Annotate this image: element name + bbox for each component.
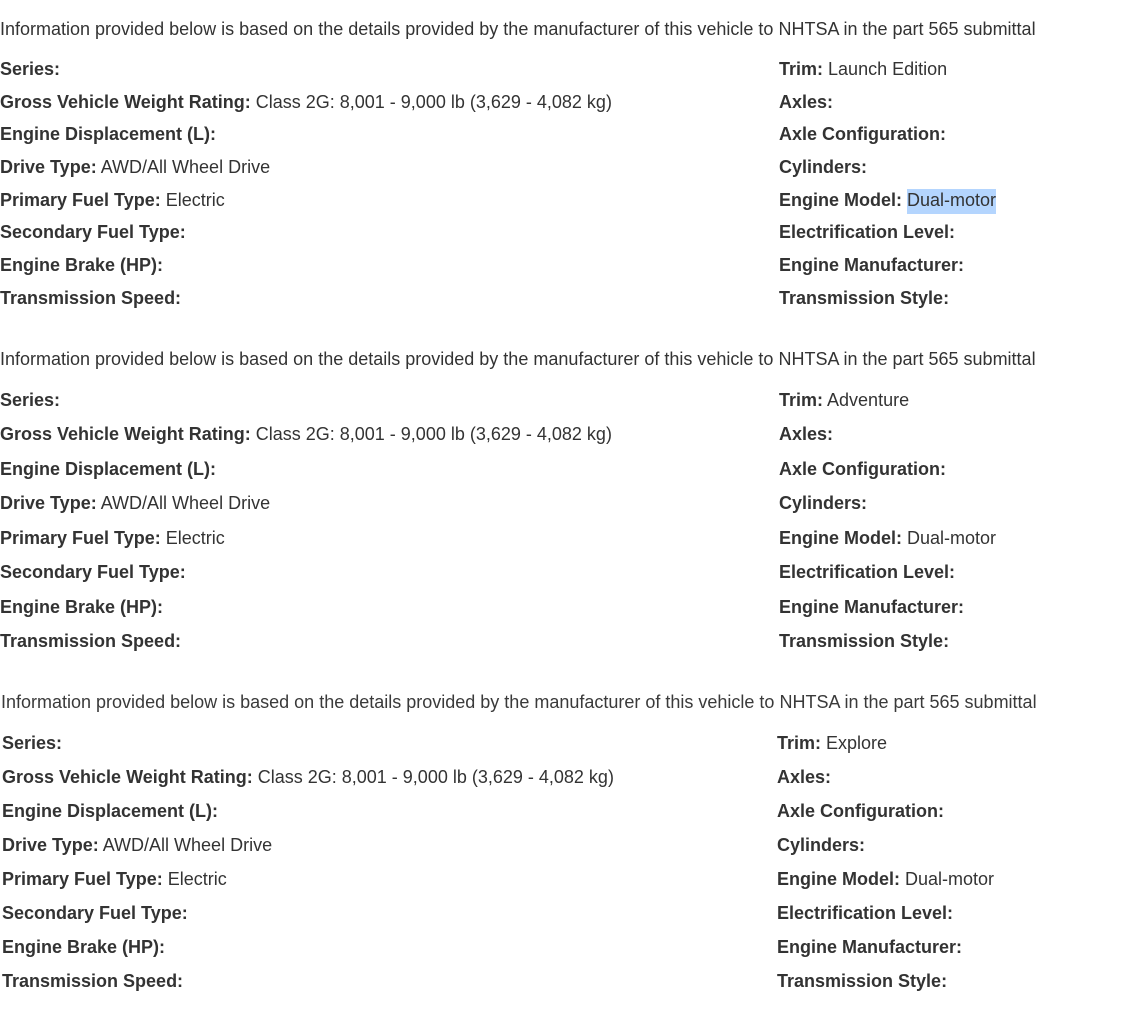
spec-label: Transmission Speed:: [0, 631, 182, 651]
spec-engine-displacement: [0, 122, 216, 146]
spec-label: Cylinders:: [777, 835, 866, 855]
spec-row: [0, 833, 1122, 857]
spec-label: Series:: [2, 733, 63, 753]
spec-transmission-style: [779, 629, 949, 653]
spec-row: [0, 122, 1122, 146]
spec-row: [0, 253, 1122, 277]
spec-secondary-fuel-type: [0, 220, 186, 244]
spec-label: Engine Brake (HP):: [0, 255, 164, 275]
spec-row: [0, 731, 1122, 755]
spec-primary-fuel-type: [0, 526, 225, 550]
spec-drive-type: [2, 833, 272, 857]
spec-label: Drive Type:: [2, 835, 99, 855]
spec-label: Transmission Speed:: [0, 288, 182, 308]
spec-row: [0, 867, 1122, 891]
spec-label: Secondary Fuel Type:: [2, 903, 188, 923]
spec-label: Axle Configuration:: [779, 459, 946, 479]
spec-label: Engine Manufacturer:: [779, 597, 965, 617]
spec-cylinders: [779, 155, 867, 179]
spec-label: Engine Displacement (L):: [2, 801, 219, 821]
spec-value: AWD/All Wheel Drive: [100, 157, 271, 177]
spec-label: Primary Fuel Type:: [0, 528, 161, 548]
spec-label: Electrification Level:: [777, 903, 954, 923]
spec-label: Axles:: [777, 767, 832, 787]
spec-label: Gross Vehicle Weight Rating:: [0, 424, 251, 444]
spec-row: [0, 595, 1122, 619]
spec-label: Transmission Style:: [777, 971, 948, 991]
spec-engine-model: [779, 188, 996, 212]
spec-axles: [777, 765, 831, 789]
spec-label: Electrification Level:: [779, 562, 956, 582]
spec-engine-brake: [0, 253, 163, 277]
spec-label: Primary Fuel Type:: [0, 190, 161, 210]
selected-text-highlight[interactable]: Dual-motor: [907, 189, 996, 214]
spec-value: Electric: [165, 528, 225, 548]
section-intro-text: Information provided below is based on the details provided by the manufacturer of this vehicle to NHTSA in the part 565 submittal: [0, 349, 1036, 369]
spec-transmission-speed: [0, 629, 181, 653]
spec-trim: [777, 731, 887, 755]
spec-axles: [779, 422, 833, 446]
spec-row: [0, 765, 1122, 789]
spec-series: [0, 57, 60, 81]
spec-label: Transmission Speed:: [2, 971, 184, 991]
spec-label: Trim:: [779, 390, 824, 410]
spec-series: [0, 388, 60, 412]
spec-value: Class 2G: 8,001 - 9,000 lb (3,629 - 4,082 kg): [255, 92, 612, 112]
spec-value: Class 2G: 8,001 - 9,000 lb (3,629 - 4,082 kg): [257, 767, 614, 787]
spec-engine-brake: [2, 935, 165, 959]
spec-transmission-speed: [0, 286, 181, 310]
spec-series: [2, 731, 62, 755]
spec-transmission-style: [779, 286, 949, 310]
spec-label: Engine Manufacturer:: [777, 937, 963, 957]
section-intro-text: Information provided below is based on the details provided by the manufacturer of this vehicle to NHTSA in the part 565 submittal: [1, 692, 1037, 712]
spec-axle-configuration: [777, 799, 944, 823]
spec-row: [0, 422, 1122, 446]
spec-label: Gross Vehicle Weight Rating:: [2, 767, 253, 787]
spec-cylinders: [777, 833, 865, 857]
spec-trim: [779, 57, 947, 81]
spec-label: Axle Configuration:: [779, 124, 946, 144]
spec-cylinders: [779, 491, 867, 515]
spec-label: Engine Brake (HP):: [0, 597, 164, 617]
spec-drive-type: [0, 491, 270, 515]
spec-transmission-style: [777, 969, 947, 993]
spec-label: Engine Displacement (L):: [0, 459, 217, 479]
spec-value: Class 2G: 8,001 - 9,000 lb (3,629 - 4,082 kg): [255, 424, 612, 444]
spec-axle-configuration: [779, 122, 946, 146]
spec-label: Cylinders:: [779, 157, 868, 177]
spec-row: [0, 220, 1122, 244]
spec-secondary-fuel-type: [2, 901, 188, 925]
spec-value: AWD/All Wheel Drive: [102, 835, 273, 855]
spec-value: Dual-motor: [907, 528, 997, 548]
spec-engine-manufacturer: [777, 935, 962, 959]
spec-value: Dual-motor: [905, 869, 995, 889]
spec-label: Drive Type:: [0, 157, 97, 177]
spec-secondary-fuel-type: [0, 560, 186, 584]
spec-axle-configuration: [779, 457, 946, 481]
spec-label: Axles:: [779, 92, 834, 112]
spec-row: [0, 560, 1122, 584]
spec-row: [0, 901, 1122, 925]
spec-electrification-level: [779, 560, 955, 584]
spec-electrification-level: [777, 901, 953, 925]
spec-engine-displacement: [0, 457, 216, 481]
spec-value: Adventure: [827, 390, 910, 410]
spec-primary-fuel-type: [2, 867, 227, 891]
spec-label: Engine Manufacturer:: [779, 255, 965, 275]
spec-engine-manufacturer: [779, 253, 964, 277]
spec-row: [0, 457, 1122, 481]
spec-engine-model: [779, 526, 996, 550]
spec-label: Axles:: [779, 424, 834, 444]
spec-row: [0, 969, 1122, 993]
spec-value: Launch Edition: [828, 59, 948, 79]
spec-row: [0, 57, 1122, 81]
spec-engine-manufacturer: [779, 595, 964, 619]
spec-value: Electric: [167, 869, 227, 889]
spec-electrification-level: [779, 220, 955, 244]
spec-gvwr: [2, 765, 614, 789]
spec-axles: [779, 90, 833, 114]
spec-row: [0, 935, 1122, 959]
section-intro-text: Information provided below is based on the details provided by the manufacturer of this vehicle to NHTSA in the part 565 submittal: [0, 19, 1036, 39]
spec-label: Engine Model:: [777, 869, 900, 889]
spec-row: [0, 286, 1122, 310]
spec-engine-model: [777, 867, 994, 891]
spec-engine-displacement: [2, 799, 218, 823]
spec-row: [0, 155, 1122, 179]
spec-row: [0, 799, 1122, 823]
spec-row: [0, 90, 1122, 114]
spec-label: Drive Type:: [0, 493, 97, 513]
spec-value: Electric: [165, 190, 225, 210]
spec-label: Series:: [0, 390, 61, 410]
spec-label: Trim:: [779, 59, 824, 79]
spec-label: Secondary Fuel Type:: [0, 222, 186, 242]
spec-row: [0, 629, 1122, 653]
spec-label: Primary Fuel Type:: [2, 869, 163, 889]
spec-row: [0, 526, 1122, 550]
spec-label: Engine Displacement (L):: [0, 124, 217, 144]
spec-value: AWD/All Wheel Drive: [100, 493, 271, 513]
spec-label: Electrification Level:: [779, 222, 956, 242]
spec-row: [0, 388, 1122, 412]
spec-label: Axle Configuration:: [777, 801, 944, 821]
spec-engine-brake: [0, 595, 163, 619]
spec-gvwr: [0, 90, 612, 114]
spec-label: Engine Brake (HP):: [2, 937, 166, 957]
spec-row: [0, 491, 1122, 515]
spec-value: Explore: [826, 733, 888, 753]
spec-label: Series:: [0, 59, 61, 79]
spec-primary-fuel-type: [0, 188, 225, 212]
spec-label: Gross Vehicle Weight Rating:: [0, 92, 251, 112]
spec-label: Transmission Style:: [779, 288, 950, 308]
spec-gvwr: [0, 422, 612, 446]
spec-label: Engine Model:: [779, 190, 902, 210]
spec-row: [0, 188, 1122, 212]
spec-label: Secondary Fuel Type:: [0, 562, 186, 582]
spec-label: Engine Model:: [779, 528, 902, 548]
spec-label: Trim:: [777, 733, 822, 753]
spec-trim: [779, 388, 909, 412]
spec-label: Cylinders:: [779, 493, 868, 513]
spec-drive-type: [0, 155, 270, 179]
spec-transmission-speed: [2, 969, 183, 993]
spec-label: Transmission Style:: [779, 631, 950, 651]
